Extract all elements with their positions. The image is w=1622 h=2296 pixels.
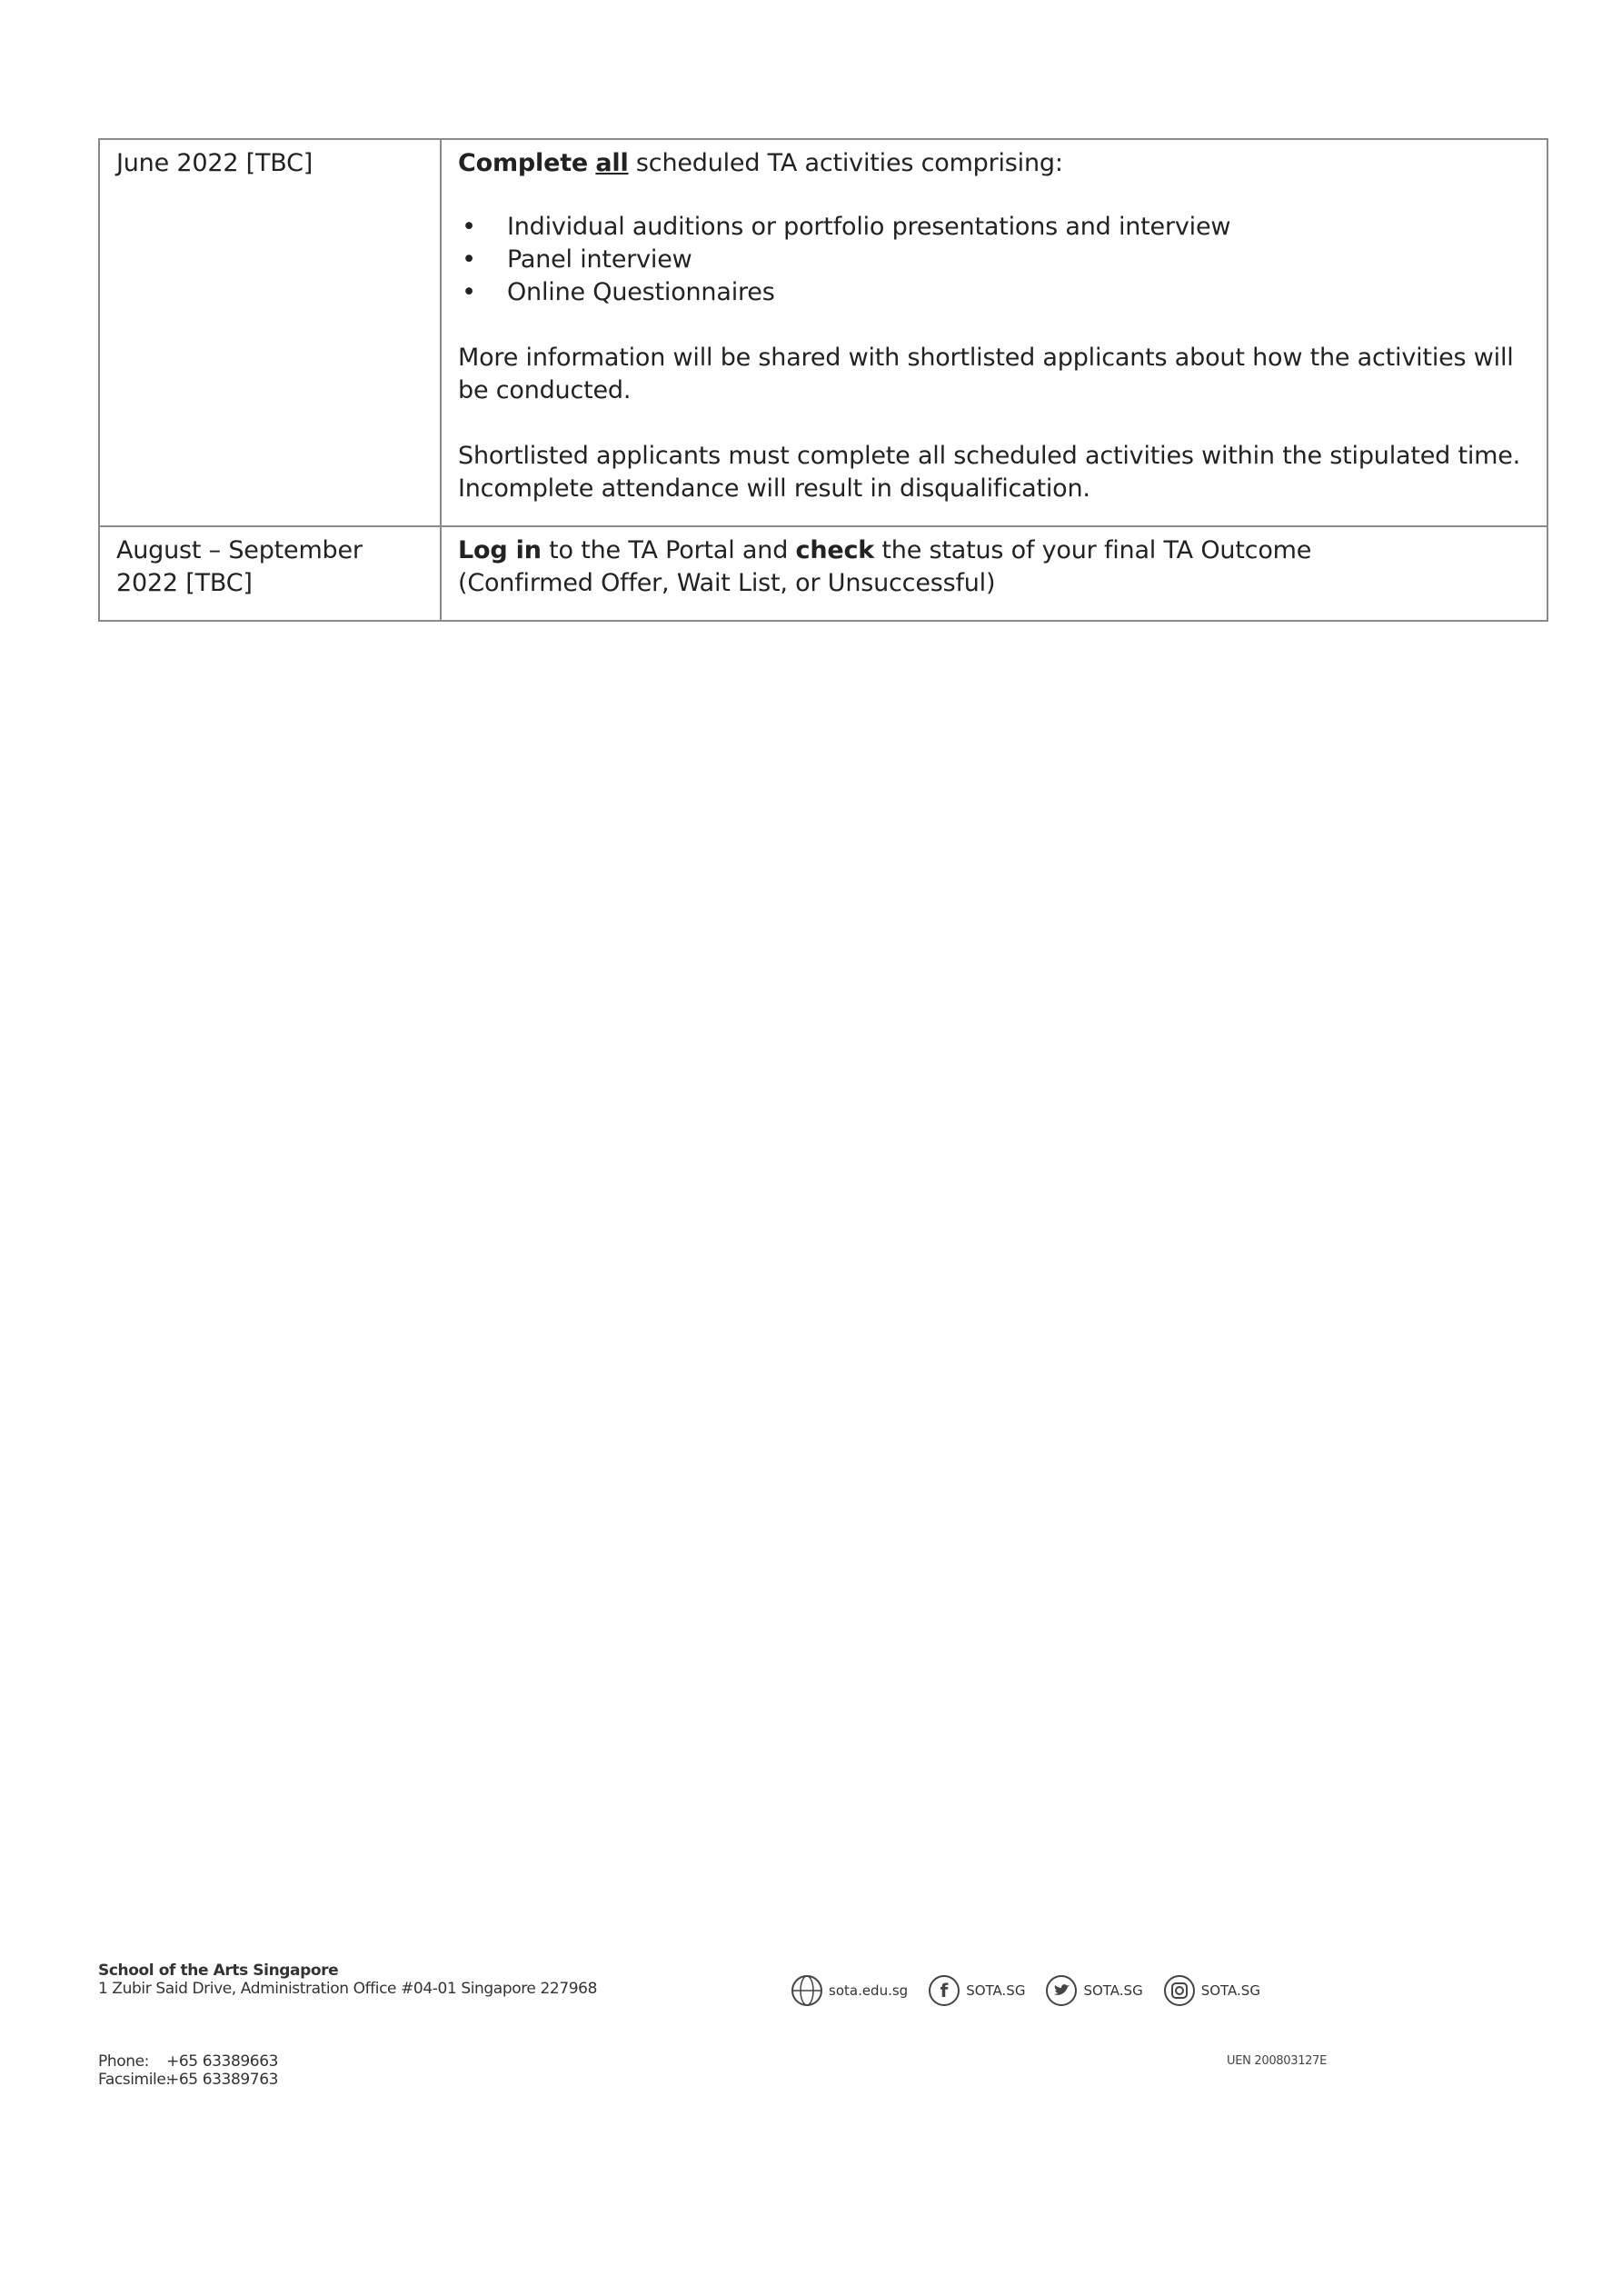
activity-intro	[458, 147, 1530, 180]
social-twitter[interactable]	[1045, 1974, 1142, 2007]
list-item: • Online Questionnaires	[507, 276, 1530, 309]
intro-bold: Complete	[458, 149, 589, 177]
intro-rest: scheduled TA activities comprising:	[628, 149, 1063, 177]
social-instagram[interactable]	[1163, 1974, 1260, 2007]
social-label: SOTA.SG	[1083, 1982, 1143, 1999]
instagram-icon	[1163, 1974, 1196, 2007]
footer-address	[98, 1962, 597, 1998]
requirement-paragraph: Shortlisted applicants must complete all scheduled activities within the stipulated time. Incomplete attendance will result in disqualification.	[458, 442, 1521, 503]
social-facebook[interactable]	[928, 1974, 1025, 2007]
social-label: SOTA.SG	[966, 1982, 1026, 1999]
social-label: sota.edu.sg	[829, 1982, 909, 1999]
footer-contact	[98, 2052, 278, 2089]
check-bold: check	[795, 536, 875, 564]
intro-underline: all	[595, 149, 629, 177]
login-text: to the TA Portal and	[541, 536, 796, 564]
table-row	[99, 526, 1547, 621]
outcome-options: (Confirmed Offer, Wait List, or Unsuccessful)	[458, 569, 996, 597]
phone-number: +65 63389663	[166, 2052, 279, 2071]
date-text: August – September 2022 [TBC]	[116, 536, 363, 597]
activity-cell	[441, 139, 1547, 526]
activity-list	[458, 211, 1530, 309]
login-bold: Log in	[458, 536, 542, 564]
info-paragraph: More information will be shared with shortlisted applicants about how the activities will be conducted.	[458, 344, 1514, 404]
table-row	[99, 139, 1547, 526]
outcome-instruction	[458, 534, 1530, 600]
fax-number: +65 63389763	[166, 2071, 279, 2089]
phone-label: Phone:	[98, 2052, 149, 2071]
facebook-icon	[928, 1974, 960, 2007]
fax-line	[98, 2071, 278, 2089]
globe-icon	[791, 1974, 823, 2007]
date-cell	[99, 526, 441, 621]
registration-number: UEN 200803127E	[1227, 2054, 1328, 2068]
list-item: • Panel interview	[507, 244, 1530, 276]
check-text: the status of your final TA Outcome	[874, 536, 1312, 564]
social-website[interactable]	[791, 1974, 908, 2007]
footer-org: School of the Arts Singapore	[98, 1962, 339, 1980]
social-links	[791, 1974, 1260, 2007]
schedule-table	[98, 138, 1548, 622]
svg-text:f: f	[940, 1980, 949, 2002]
date-cell	[99, 139, 441, 526]
list-item: • Individual auditions or portfolio presentations and interview	[507, 211, 1530, 244]
footer-address-line: 1 Zubir Said Drive, Administration Office #04-01 Singapore 227968	[98, 1980, 597, 1998]
fax-label: Facsimile:	[98, 2071, 171, 2089]
date-text: June 2022 [TBC]	[116, 149, 313, 177]
activity-cell	[441, 526, 1547, 621]
phone-line	[98, 2052, 278, 2071]
twitter-icon	[1045, 1974, 1078, 2007]
social-label: SOTA.SG	[1200, 1982, 1260, 1999]
